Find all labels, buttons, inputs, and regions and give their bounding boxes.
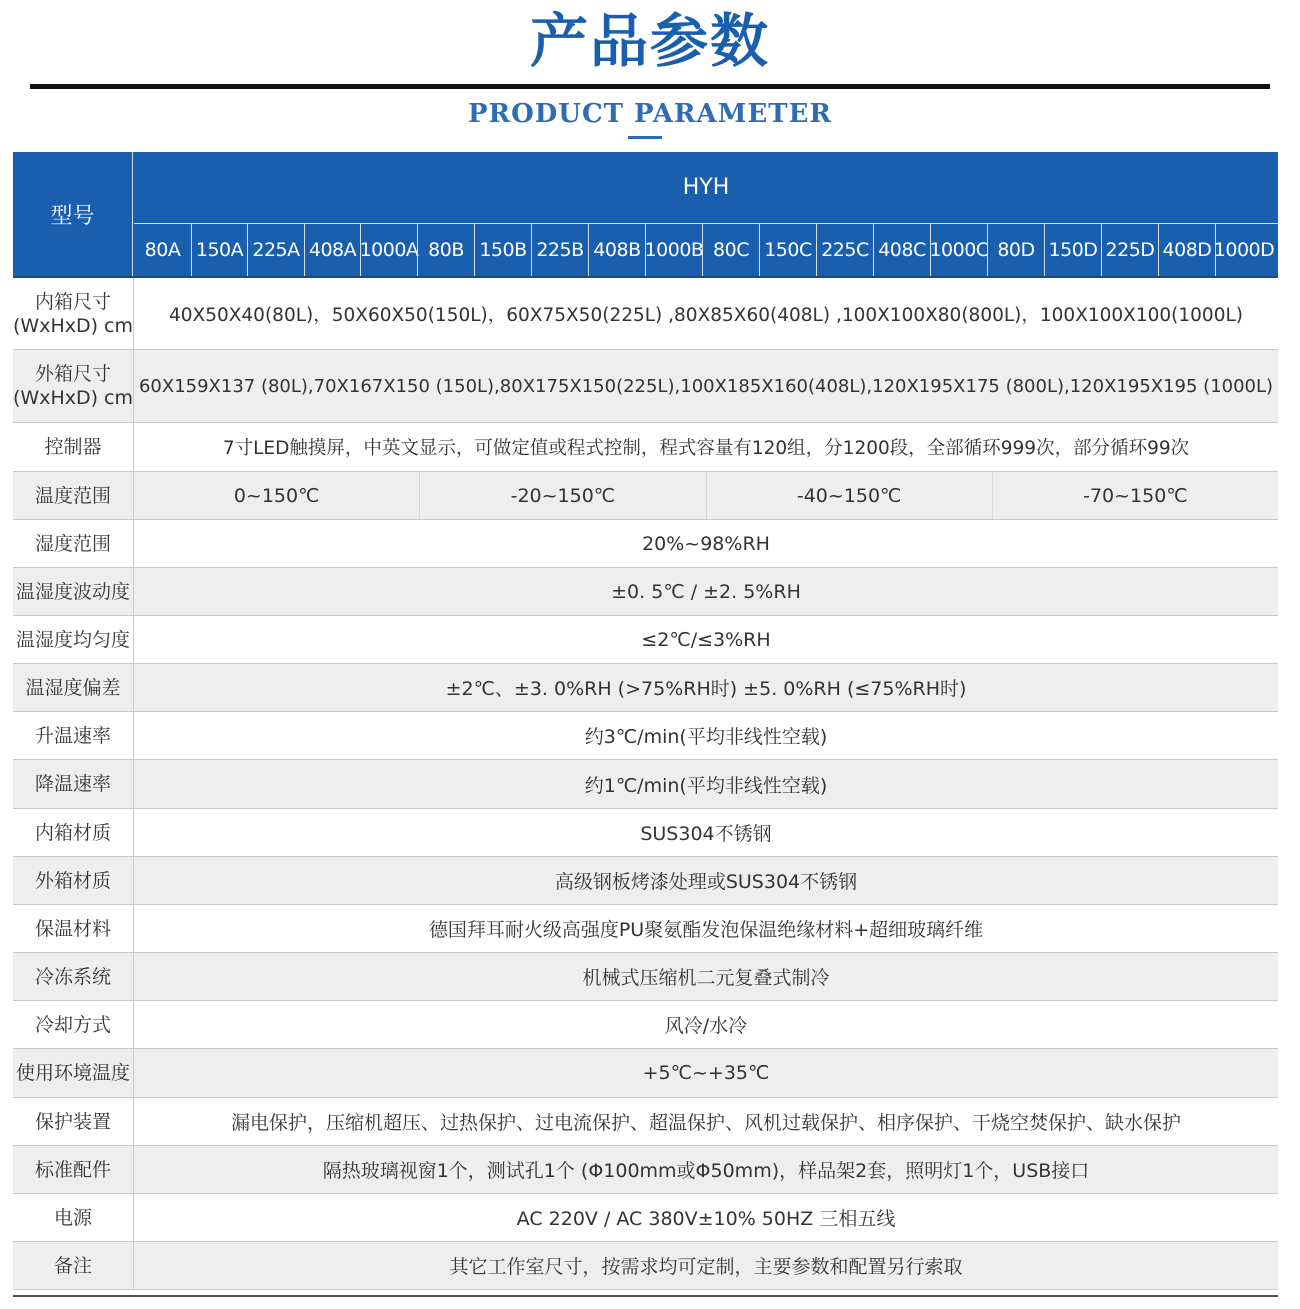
row-value: 漏电保护，压缩机超压、过热保护、过电流保护、超温保护、风机过载保护、相序保护、干烧空焚保护、缺水保护 [230, 1112, 1181, 1134]
model-column-header: 150B [474, 224, 531, 276]
model-column-header: 80D [987, 224, 1044, 276]
row-label: 电源 [13, 1194, 134, 1241]
row-value: 高级钢板烤漆处理或SUS304不锈钢 [554, 871, 858, 893]
page-subtitle: PRODUCT PARAMETER [467, 99, 833, 129]
row-value: 机械式压缩机二元复叠式制冷 [582, 967, 830, 989]
table-row [13, 1242, 1278, 1290]
row-label: 使用环境温度 [13, 1049, 134, 1097]
row-label: 降温速率 [13, 760, 134, 808]
model-column-header: 80C [702, 224, 759, 276]
table-row [13, 616, 1278, 664]
row-label: 湿度范围 [13, 520, 134, 567]
temp-range-cell: -40~150℃ [706, 472, 992, 519]
table-row [13, 760, 1278, 809]
model-column-header: 225A [247, 224, 304, 276]
row-value: 约1℃/min(平均非线性空载) [584, 774, 828, 797]
table-bottom-rule [13, 1295, 1278, 1297]
row-value: 40X50X40(80L)，50X60X50(150L)，60X75X50(225L) ,80X85X60(408L) ,100X100X80(800L)，100X100X100(1000L) [168, 304, 1243, 326]
row-label: 冷冻系统 [13, 953, 134, 1000]
page-title: 产品参数 [529, 7, 770, 75]
row-label: 冷却方式 [13, 1001, 134, 1048]
model-column-header: 1000B [645, 224, 702, 276]
temp-range-cell: 0~150℃ [233, 484, 320, 507]
table-row [13, 1049, 1278, 1098]
table-row [13, 1194, 1278, 1242]
model-column-header: 408B [588, 224, 645, 276]
table-row [13, 1001, 1278, 1049]
row-label: 内箱材质 [13, 809, 134, 856]
temp-range-cell: -70~150℃ [992, 472, 1278, 519]
subtitle-underline [628, 136, 662, 139]
table-row-temp-range [13, 472, 1278, 520]
row-value: 7寸LED触摸屏，中英文显示，可做定值或程式控制，程式容量有120组，分1200段，全部循环999次，部分循环99次 [222, 438, 1190, 459]
table-row [13, 905, 1278, 953]
model-column-header: 80B [417, 224, 474, 276]
row-value: 隔热玻璃视窗1个，测试孔1个 (Φ100mm或Φ50mm)，样品架2套，照明灯1个，USB接口 [322, 1160, 1090, 1182]
row-label: 温度范围 [13, 472, 134, 519]
row-value: ±2℃、±3. 0%RH (>75%RH时) ±5. 0%RH (≤75%RH时) [445, 678, 967, 700]
model-column-header: 1000D [1215, 224, 1272, 276]
row-label: 温湿度均匀度 [13, 616, 134, 663]
row-label: 升温速率 [13, 712, 134, 759]
table-row [13, 1146, 1278, 1194]
row-label: 标准配件 [13, 1146, 134, 1193]
series-name: HYH [134, 152, 1278, 224]
row-label: 保护装置 [13, 1098, 134, 1145]
row-label: 控制器 [13, 423, 134, 471]
temp-range-cells [134, 472, 1278, 519]
row-label: 温湿度偏差 [13, 664, 134, 711]
model-column-header: 408D [1158, 224, 1215, 276]
row-value: 风冷/水冷 [664, 1015, 748, 1037]
table-row [13, 520, 1278, 568]
table-row [13, 664, 1278, 712]
parameter-table [13, 152, 1278, 1290]
model-column-header: 225D [1101, 224, 1158, 276]
row-value: SUS304不锈钢 [640, 823, 772, 845]
row-value: 约3℃/min(平均非线性空载) [584, 726, 828, 748]
model-column-header: 1000A [360, 224, 417, 276]
row-value: ±0. 5℃ / ±2. 5%RH [611, 580, 801, 603]
model-label: 型号 [13, 152, 133, 276]
table-row [13, 568, 1278, 616]
table-row-inner-size [13, 278, 1278, 350]
model-column-header: 408C [873, 224, 930, 276]
row-label: 备注 [13, 1242, 134, 1289]
model-column-header: 225B [531, 224, 588, 276]
model-column-header: 150A [191, 224, 247, 276]
model-column-header: 408A [304, 224, 360, 276]
table-row [13, 953, 1278, 1001]
model-column-header: 225C [816, 224, 873, 276]
model-list [134, 224, 1278, 276]
row-value: +5℃~+35℃ [642, 1062, 770, 1084]
table-row [13, 712, 1278, 760]
row-value: 20%~98%RH [642, 532, 770, 555]
table-row [13, 1098, 1278, 1146]
title-divider [30, 84, 1270, 89]
row-value: 其它工作室尺寸，按需求均可定制，主要参数和配置另行索取 [449, 1256, 963, 1278]
row-label: 温湿度波动度 [13, 568, 134, 615]
model-column-header: 1000C [930, 224, 987, 276]
row-label: 内箱尺寸 (WxHxD) cm [13, 278, 134, 349]
row-value: AC 220V / AC 380V±10% 50HZ 三相五线 [516, 1208, 896, 1230]
row-label: 保温材料 [13, 905, 134, 952]
row-value: ≤2℃/≤3%RH [641, 628, 771, 651]
temp-range-cell: -20~150℃ [419, 472, 705, 519]
table-row-controller [13, 423, 1278, 472]
table-row [13, 809, 1278, 857]
row-label: 外箱尺寸 (WxHxD) cm [13, 350, 134, 422]
row-value: 60X159X137 (80L),70X167X150 (150L),80X175X150(225L),100X185X160(408L),120X195X175 (800L),120X195X195 (1000L) [138, 375, 1274, 397]
table-row [13, 857, 1278, 905]
model-column-header: 150C [759, 224, 816, 276]
table-row-outer-size [13, 350, 1278, 423]
model-column-header: 80A [144, 239, 181, 261]
row-label: 外箱材质 [13, 857, 134, 904]
table-header [13, 152, 1278, 278]
parameter-rows [13, 520, 1278, 1290]
model-column-header: 150D [1044, 224, 1101, 276]
row-value: 德国拜耳耐火级高强度PU聚氨酯发泡保温绝缘材料+超细玻璃纤维 [428, 919, 984, 941]
